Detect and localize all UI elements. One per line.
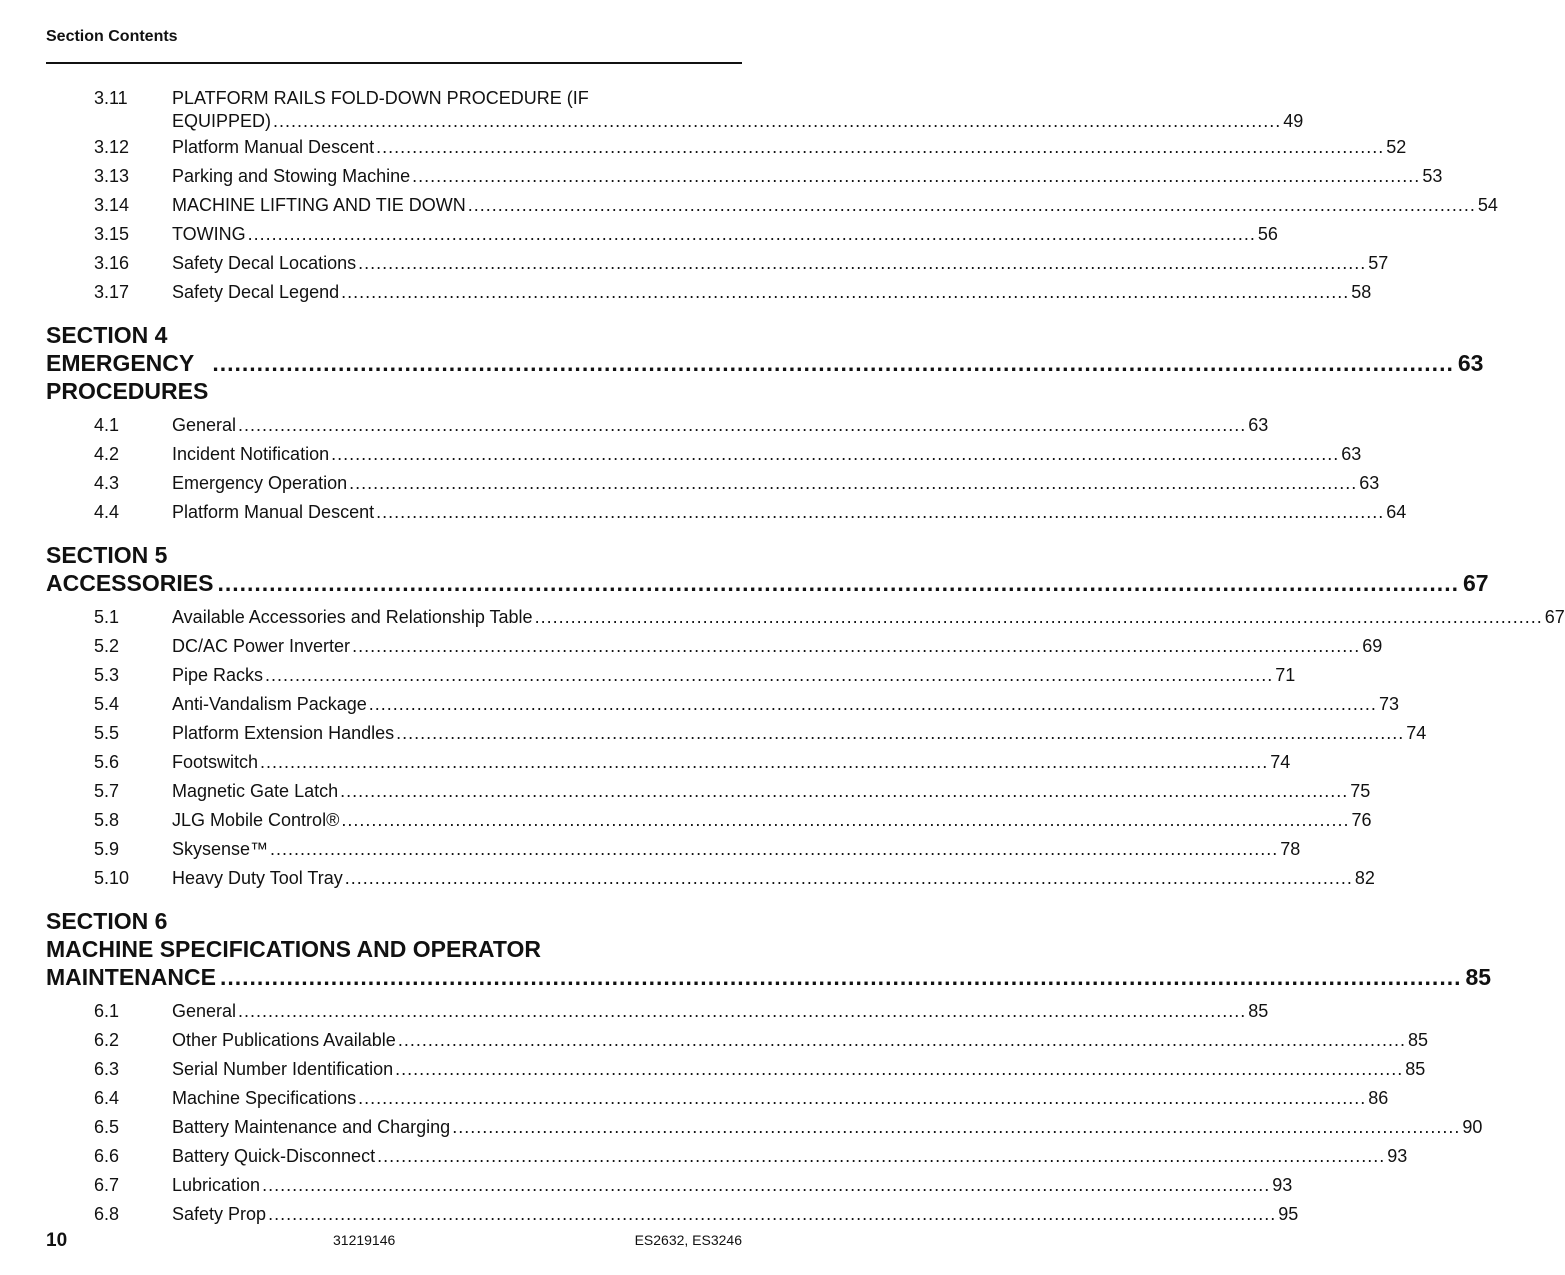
toc-entry-number: 3.13 (94, 166, 130, 186)
toc-entry-number: 3.16 (94, 253, 130, 273)
toc-entry-title: Battery Quick-Disconnect (172, 1146, 376, 1166)
toc-entry-page: 49 (1283, 111, 1304, 131)
toc-entry-number: 5.7 (94, 781, 120, 801)
dot-leader (268, 1200, 1276, 1229)
dot-leader (358, 249, 1366, 278)
dot-leader (535, 603, 1543, 632)
toc-entry[interactable] (46, 411, 1269, 440)
toc-entry-number: 3.17 (94, 282, 130, 302)
toc-entry-page: 93 (1272, 1175, 1293, 1195)
toc-entry-page: 85 (1248, 1001, 1269, 1021)
toc-entry[interactable] (46, 806, 1372, 835)
toc-entry-number: 4.3 (94, 473, 120, 493)
toc-entry-title: Available Accessories and Relationship Table (172, 607, 533, 627)
page-number: 10 (46, 1230, 68, 1251)
toc-entry-title: Battery Maintenance and Charging (172, 1117, 451, 1137)
toc-entry-page: 56 (1257, 224, 1278, 244)
toc-entry-title: Heavy Duty Tool Tray (172, 868, 343, 888)
dot-leader (452, 1113, 1460, 1142)
dot-leader (349, 469, 1357, 498)
toc-entry-title: Incident Notification (172, 444, 330, 464)
toc-entry-page: 74 (1406, 723, 1427, 743)
toc-entry[interactable] (46, 1026, 1429, 1055)
toc-entry-number: 5.1 (94, 607, 120, 627)
toc-entry-title: JLG Mobile Control® (172, 810, 340, 830)
section-title: ACCESSORIES (46, 570, 214, 596)
section-page: 85 (1465, 964, 1492, 990)
section-4-heading[interactable] (46, 321, 1484, 405)
toc-entry[interactable] (46, 632, 1383, 661)
toc-entry[interactable] (46, 498, 1407, 527)
toc-entry-title: Skysense™ (172, 839, 269, 859)
toc-entry-page: 73 (1378, 694, 1399, 714)
toc-entry-title: General (172, 415, 237, 435)
toc-entry-number: 6.6 (94, 1146, 120, 1166)
toc-entry[interactable] (46, 249, 1389, 278)
toc-entry-title: Lubrication (172, 1175, 261, 1195)
toc-entry-page: 64 (1386, 502, 1407, 522)
section5-entries (46, 603, 1565, 893)
toc-entry-title: Footswitch (172, 752, 259, 772)
toc-entry[interactable] (46, 84, 1304, 133)
toc-entry-page: 63 (1341, 444, 1362, 464)
toc-entry-title: Platform Extension Handles (172, 723, 395, 743)
toc-entry-number: 5.6 (94, 752, 120, 772)
dot-leader (217, 569, 1459, 597)
toc-entry[interactable] (46, 661, 1296, 690)
toc-entry-page: 67 (1544, 607, 1565, 627)
toc-entry[interactable] (46, 864, 1375, 893)
model-numbers: ES2632, ES3246 (634, 1232, 742, 1248)
toc-entry-page: 90 (1462, 1117, 1483, 1137)
toc-entry[interactable] (46, 220, 1278, 249)
toc-entry-number: 6.5 (94, 1117, 120, 1137)
dot-leader (369, 690, 1377, 719)
toc-entry-number: 5.5 (94, 723, 120, 743)
dot-leader (248, 220, 1256, 249)
toc-entry-title: Pipe Racks (172, 665, 264, 685)
section4-entries (46, 411, 1407, 527)
toc-entry-page: 85 (1405, 1059, 1426, 1079)
toc-entry-page: 53 (1422, 166, 1443, 186)
dot-leader (340, 777, 1348, 806)
toc-entry-number: 3.14 (94, 195, 130, 215)
toc-entry-number: 3.12 (94, 137, 130, 157)
toc-entry[interactable] (46, 777, 1371, 806)
dot-leader (238, 411, 1246, 440)
table-of-contents (46, 84, 1565, 1229)
toc-entry-title: Serial Number Identification (172, 1059, 394, 1079)
dot-leader (262, 1171, 1270, 1200)
dot-leader (273, 110, 1281, 133)
section3-entries (46, 133, 1498, 307)
toc-entry-page: 76 (1351, 810, 1372, 830)
toc-entry-number: 3.11 (94, 88, 128, 108)
dot-leader (345, 864, 1353, 893)
toc-entry-title: Platform Manual Descent (172, 502, 375, 522)
dot-leader (376, 133, 1384, 162)
toc-entry-number: 5.10 (94, 868, 130, 888)
toc-entry[interactable] (46, 603, 1565, 632)
toc-entry[interactable] (46, 1142, 1408, 1171)
dot-leader (260, 748, 1268, 777)
toc-entry-number: 6.2 (94, 1030, 120, 1050)
toc-entry-title: TOWING (172, 224, 246, 244)
dot-leader (331, 440, 1339, 469)
toc-entry-title: Safety Decal Legend (172, 282, 340, 302)
toc-entry-page: 71 (1275, 665, 1296, 685)
document-number: 31219146 (333, 1232, 396, 1248)
dot-leader (395, 1055, 1403, 1084)
toc-entry-page: 52 (1386, 137, 1407, 157)
toc-entry-title: DC/AC Power Inverter (172, 636, 351, 656)
toc-entry-number: 5.3 (94, 665, 120, 685)
section-label: SECTION 4 (46, 322, 168, 348)
dot-leader (212, 349, 1454, 377)
toc-entry[interactable] (46, 1200, 1299, 1229)
dot-leader (376, 498, 1384, 527)
toc-entry[interactable] (46, 162, 1443, 191)
toc-entry[interactable] (46, 1055, 1426, 1084)
toc-entry[interactable] (46, 133, 1407, 162)
dot-leader (352, 632, 1360, 661)
toc-entry-title: General (172, 1001, 237, 1021)
toc-entry-page: 69 (1362, 636, 1383, 656)
section6-entries (46, 997, 1483, 1229)
toc-entry-title: Platform Manual Descent (172, 137, 375, 157)
toc-entry[interactable] (46, 719, 1427, 748)
toc-entry[interactable] (46, 835, 1301, 864)
toc-entry-number: 4.1 (94, 415, 120, 435)
toc-entry[interactable] (46, 997, 1269, 1026)
running-header: Section Contents (46, 28, 178, 45)
toc-entry-title: Anti-Vandalism Package (172, 694, 367, 714)
toc-entry-page: 93 (1387, 1146, 1408, 1166)
toc-entry-number: 6.8 (94, 1204, 120, 1224)
toc-entry[interactable] (46, 440, 1362, 469)
dot-leader (265, 661, 1273, 690)
dot-leader (341, 278, 1349, 307)
toc-entry-title: MACHINE LIFTING AND TIE DOWN (172, 195, 466, 215)
dot-leader (341, 806, 1349, 835)
toc-entry-page: 86 (1368, 1088, 1389, 1108)
dot-leader (377, 1142, 1385, 1171)
toc-entry-page: 95 (1278, 1204, 1299, 1224)
section-title-continued: MAINTENANCE (46, 964, 216, 990)
section-label: SECTION 5 (46, 542, 168, 568)
dot-leader (412, 162, 1420, 191)
toc-entry-number: 4.2 (94, 444, 120, 464)
toc-entry[interactable] (46, 469, 1380, 498)
toc-entry-number: 5.4 (94, 694, 120, 714)
toc-entry[interactable] (46, 748, 1291, 777)
toc-entry-title: Safety Prop (172, 1204, 267, 1224)
header-rule (46, 62, 742, 64)
dot-leader (396, 719, 1404, 748)
toc-entry-title: Emergency Operation (172, 473, 348, 493)
section-title: EMERGENCY PROCEDURES (46, 350, 209, 404)
toc-entry-number: 6.4 (94, 1088, 120, 1108)
toc-entry-page: 54 (1477, 195, 1498, 215)
section-page: 63 (1457, 350, 1484, 376)
toc-entry-number: 3.15 (94, 224, 130, 244)
toc-entry-title-continued: EQUIPPED) (172, 111, 272, 131)
toc-entry-page: 58 (1351, 282, 1372, 302)
toc-entry[interactable] (46, 1113, 1483, 1142)
toc-entry-number: 6.1 (94, 1001, 120, 1021)
section-page: 67 (1462, 570, 1489, 596)
dot-leader (270, 835, 1278, 864)
toc-entry-title: Other Publications Available (172, 1030, 396, 1050)
toc-entry-title: Machine Specifications (172, 1088, 357, 1108)
toc-entry-page: 78 (1280, 839, 1301, 859)
section-6-heading[interactable] (46, 907, 1492, 991)
dot-leader (468, 191, 1476, 220)
toc-entry[interactable] (46, 278, 1372, 307)
toc-entry-page: 63 (1359, 473, 1380, 493)
dot-leader (220, 963, 1462, 991)
toc-entry-number: 6.7 (94, 1175, 120, 1195)
toc-entry-number: 5.9 (94, 839, 120, 859)
toc-entry-title: Parking and Stowing Machine (172, 166, 411, 186)
section-label: SECTION 6 (46, 908, 168, 934)
section-title: MACHINE SPECIFICATIONS AND OPERATOR (46, 936, 541, 962)
toc-entry-title: PLATFORM RAILS FOLD-DOWN PROCEDURE (IF (172, 88, 589, 108)
toc-entry-title: Magnetic Gate Latch (172, 781, 339, 801)
toc-entry-number: 6.3 (94, 1059, 120, 1079)
toc-entry-number: 5.8 (94, 810, 120, 830)
toc-entry[interactable] (46, 690, 1399, 719)
toc-entry-title: Safety Decal Locations (172, 253, 357, 273)
toc-entry[interactable] (46, 191, 1498, 220)
toc-entry[interactable] (46, 1084, 1389, 1113)
dot-leader (238, 997, 1246, 1026)
toc-entry-number: 5.2 (94, 636, 120, 656)
dot-leader (358, 1084, 1366, 1113)
toc-entry-page: 75 (1350, 781, 1371, 801)
dot-leader (398, 1026, 1406, 1055)
toc-entry-page: 74 (1270, 752, 1291, 772)
toc-entry-page: 63 (1248, 415, 1269, 435)
toc-entry-number: 4.4 (94, 502, 120, 522)
toc-entry-page: 85 (1407, 1030, 1429, 1050)
section-5-heading[interactable] (46, 541, 1489, 597)
toc-entry[interactable] (46, 1171, 1293, 1200)
toc-entry-page: 82 (1354, 868, 1375, 888)
toc-entry-page: 57 (1368, 253, 1389, 273)
